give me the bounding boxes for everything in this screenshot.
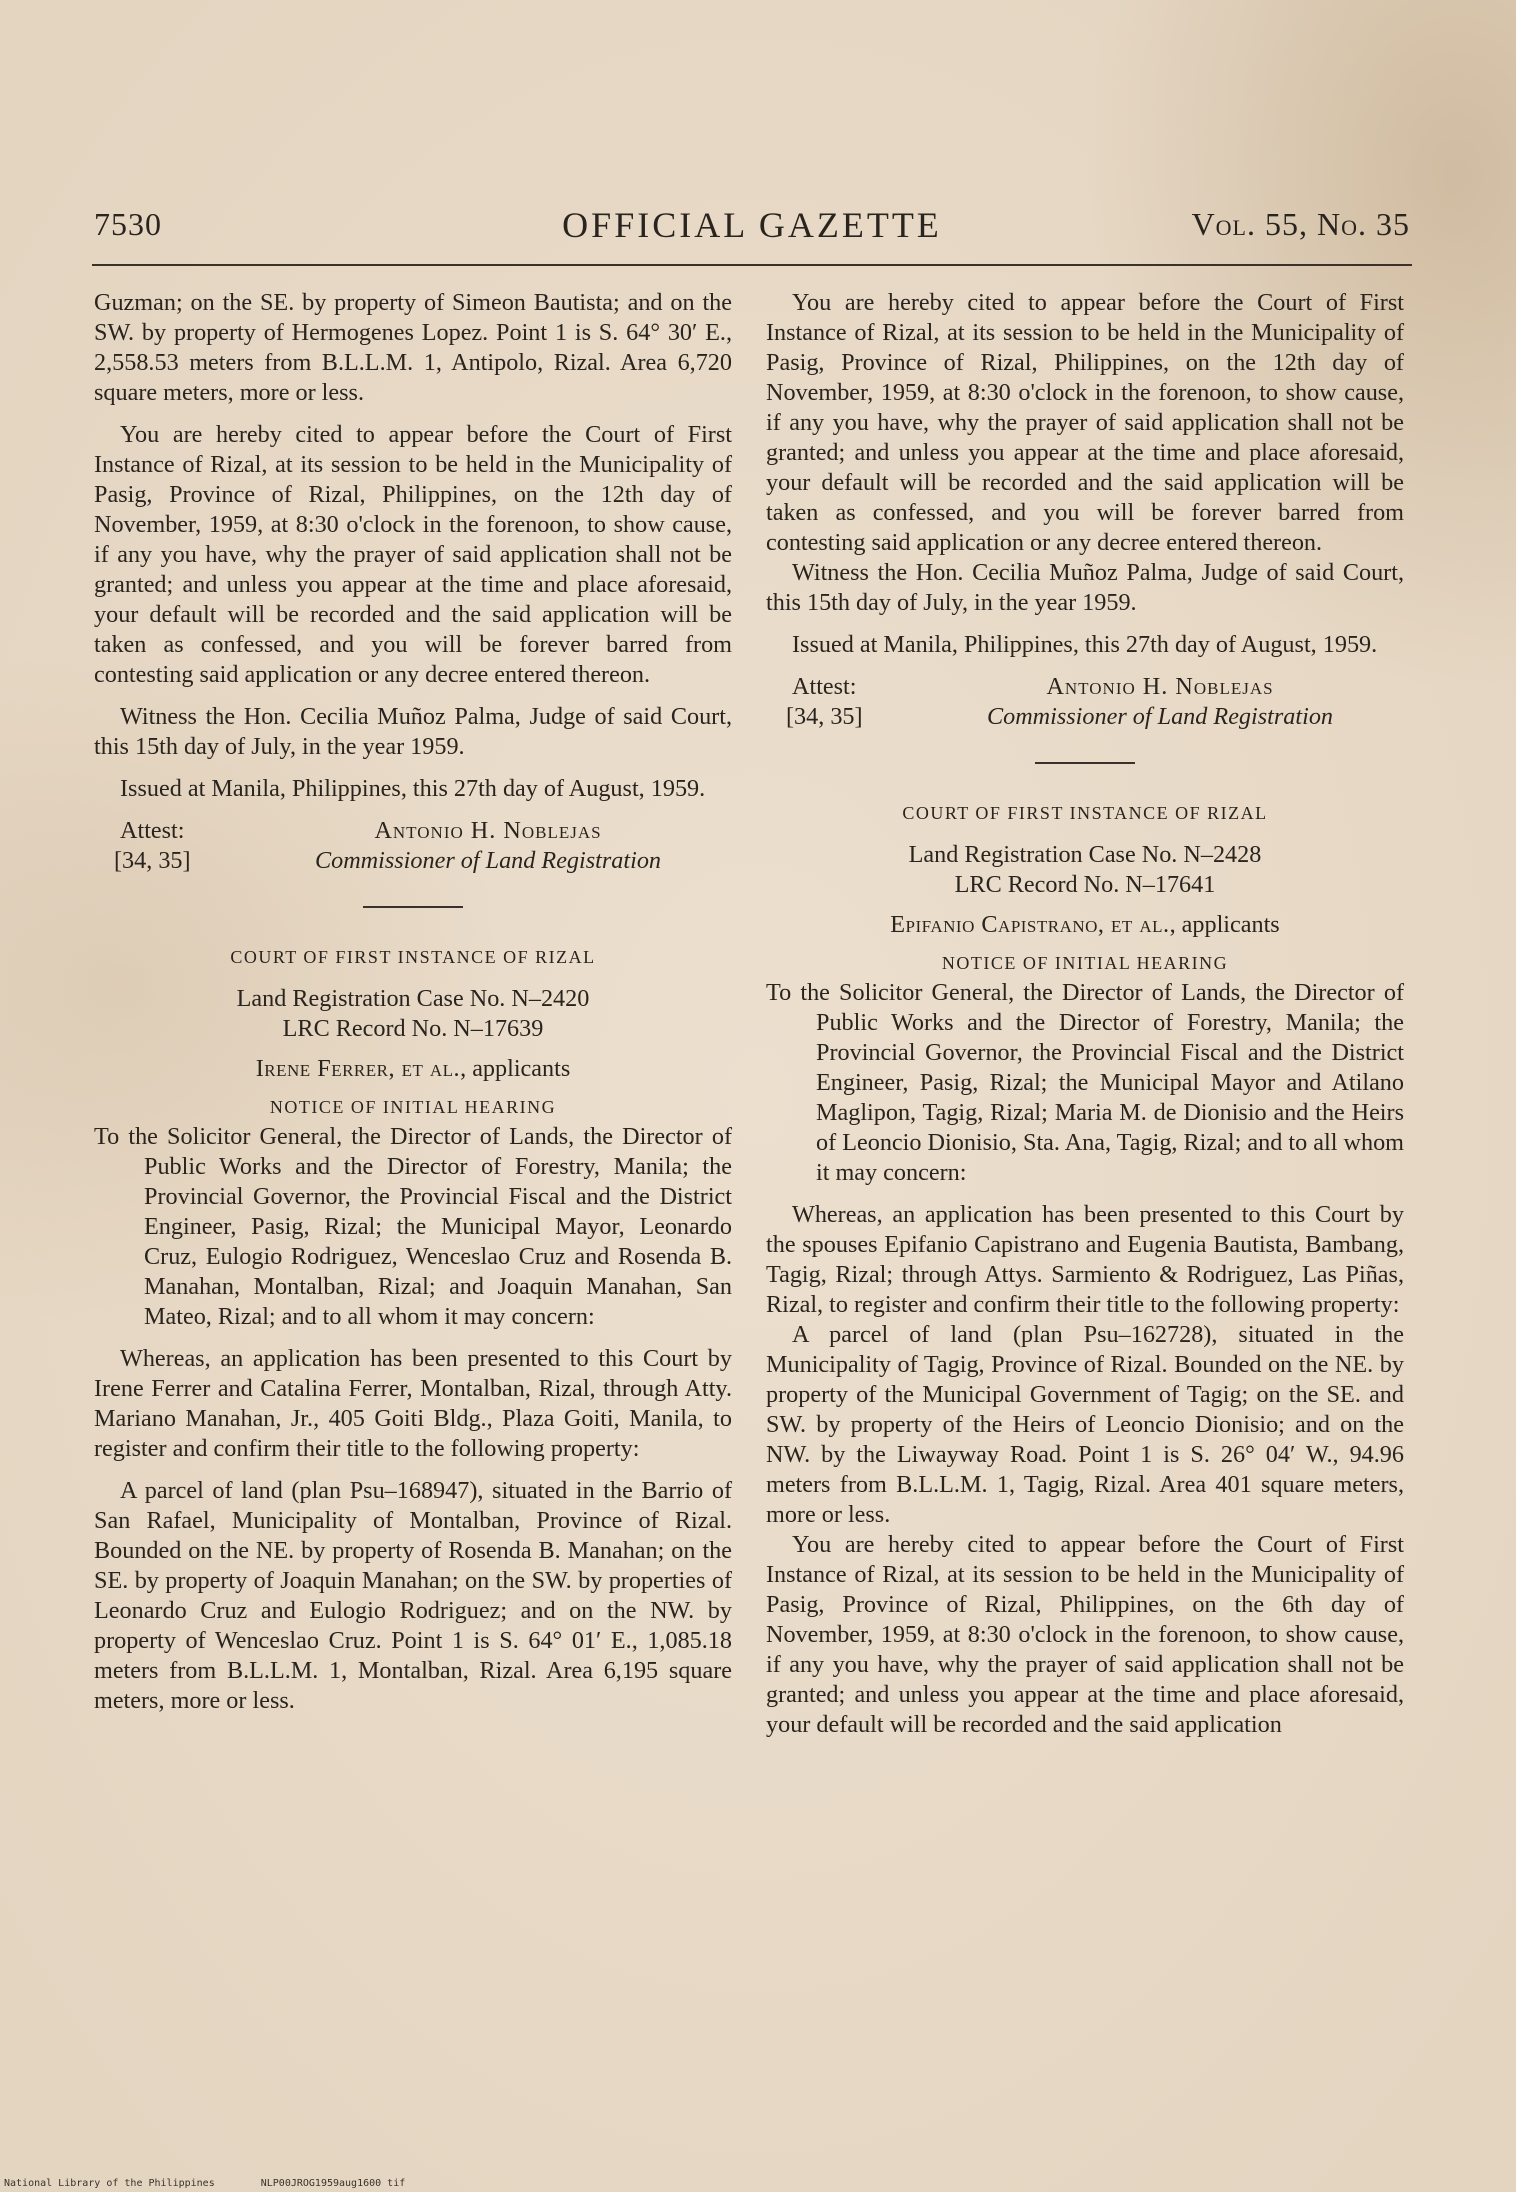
paragraph: Witness the Hon. Cecilia Muñoz Palma, Judge of said Court, this 15th day of July, in the year 1959. <box>766 559 1404 616</box>
paragraph: Witness the Hon. Cecilia Muñoz Palma, Judge of said Court, this 15th day of July, in the year 1959. <box>94 703 732 760</box>
paragraph: A parcel of land (plan Psu–162728), situated in the Municipality of Tagig, Province of Rizal. Bounded on the NE. by property of the Municipal Government of Tagig; on the SE. and SW. by property of the Heirs of Leoncio Dionisio; and on the NW. by the Liwayway Road. Point 1 is S. 26° 04′ W., 94.96 meters from B.L.L.M. 1, Tagig, Rizal. Area 401 square meters, more or less. <box>766 1321 1404 1528</box>
paragraph: Issued at Manila, Philippines, this 27th day of August, 1959. <box>792 631 1378 658</box>
notice-heading: NOTICE OF INITIAL HEARING <box>269 1097 557 1117</box>
publication-title: OFFICIAL GAZETTE <box>562 205 942 245</box>
paragraph: You are hereby cited to appear before the Court of First Instance of Rizal, at its session to be held in the Municipality of Pasig, Province of Rizal, Philippines, on the 6th day of November, 1959, at 8:30 o'clock in the forenoon, to show cause, if any you have, why the prayer of said application shall not be granted; and unless you appear at the time and place aforesaid, your default will be recorded and the said application <box>766 1531 1404 1738</box>
footer-file: NLP00JROG1959aug1600 tif <box>260 2178 406 2189</box>
court-heading: COURT OF FIRST INSTANCE OF RIZAL <box>902 803 1268 823</box>
section-divider <box>1035 762 1135 764</box>
court-heading: COURT OF FIRST INSTANCE OF RIZAL <box>230 947 596 967</box>
applicant-suffix: , applicants <box>1169 911 1280 938</box>
footer-library: National Library of the Philippines <box>4 2178 215 2189</box>
right-column <box>766 288 1404 1740</box>
paragraph: You are hereby cited to appear before the Court of First Instance of Rizal, at its session to be held in the Municipality of Pasig, Province of Rizal, Philippines, on the 12th day of November, 1959, at 8:30 o'clock in the forenoon, to show cause, if any you have, why the prayer of said application shall not be granted; and unless you appear at the time and place aforesaid, your default will be recorded and the said application will be taken as confessed, and you will be forever barred from contesting said application or any decree entered thereon. <box>94 421 732 688</box>
applicant-name: Epifanio Capistrano, et al. <box>890 911 1170 938</box>
paragraph: You are hereby cited to appear before the Court of First Instance of Rizal, at its session to be held in the Municipality of Pasig, Province of Rizal, Philippines, on the 12th day of November, 1959, at 8:30 o'clock in the forenoon, to show cause, if any you have, why the prayer of said application shall not be granted; and unless you appear at the time and place aforesaid, your default will be recorded and the said application will be taken as confessed, and you will be forever barred from contesting said application or any decree entered thereon. <box>766 289 1404 556</box>
notice-heading: NOTICE OF INITIAL HEARING <box>941 953 1229 973</box>
attestation <box>94 816 732 876</box>
record-number: LRC Record No. N–17641 <box>954 871 1216 898</box>
record-number: LRC Record No. N–17639 <box>282 1015 544 1042</box>
attest-role: Commissioner of Land Registration <box>986 703 1334 730</box>
paragraph: Issued at Manila, Philippines, this 27th day of August, 1959. <box>120 775 706 802</box>
header-rule <box>92 264 1412 266</box>
attest-label: Attest: <box>792 673 857 700</box>
paragraph: Whereas, an application has been presented to this Court by Irene Ferrer and Catalina Ferrer, Montalban, Rizal, through Atty. Mariano Manahan, Jr., 405 Goiti Bldg., Plaza Goiti, Manila, to register and confirm their title to the following property: <box>94 1345 732 1462</box>
attest-reference: [34, 35] <box>114 847 191 874</box>
attest-role: Commissioner of Land Registration <box>314 847 662 874</box>
page-number: 7530 <box>94 206 162 242</box>
case-number: Land Registration Case No. N–2428 <box>908 841 1262 868</box>
page-header <box>94 200 1410 260</box>
volume-number: Vol. 55, No. 35 <box>1191 206 1410 242</box>
paragraph: Whereas, an application has been presented to this Court by the spouses Epifanio Capistrano and Eugenia Bautista, Bambang, Tagig, Rizal; through Attys. Sarmiento & Rodriguez, Las Piñas, Rizal, to register and confirm their title to the following property: <box>766 1201 1404 1318</box>
paragraph: Guzman; on the SE. by property of Simeon Bautista; and on the SW. by property of Hermogenes Lopez. Point 1 is S. 64° 30′ E., 2,558.53 meters from B.L.L.M. 1, Antipolo, Rizal. Area 6,720 square meters, more or less. <box>94 289 732 406</box>
paragraph: A parcel of land (plan Psu–168947), situated in the Barrio of San Rafael, Municipality of Montalban, Province of Rizal. Bounded on the NE. by property of Rosenda B. Manahan; on the SE. by property of Joaquin Manahan; on the SW. by properties of Leonardo Cruz and Eulogio Rodriguez; and on the NW. by property of Wenceslao Cruz. Point 1 is S. 64° 01′ E., 1,085.18 meters from B.L.L.M. 1, Montalban, Rizal. Area 6,195 square meters, more or less. <box>94 1477 732 1714</box>
attestation <box>766 672 1404 732</box>
addressee: To the Solicitor General, the Director of Lands, the Director of Public Works and the Director of Forestry, Manila; the Provincial Governor, the Provincial Fiscal and the District Engineer, Pasig, Rizal; the Municipal Mayor, Leonardo Cruz, Eulogio Rodriguez, Wenceslao Cruz and Rosenda B. Manahan, Montalban, Rizal; and Joaquin Manahan, San Mateo, Rizal; and to all whom it may concern: <box>94 1123 732 1330</box>
scan-footer <box>4 2178 445 2189</box>
applicants-line <box>766 910 1404 940</box>
attest-reference: [34, 35] <box>786 703 863 730</box>
applicant-suffix: , applicants <box>460 1055 571 1082</box>
attest-name: Antonio H. Noblejas <box>1046 673 1274 700</box>
section-divider <box>363 906 463 908</box>
case-number: Land Registration Case No. N–2420 <box>236 985 590 1012</box>
addressee: To the Solicitor General, the Director of Lands, the Director of Public Works and the Director of Forestry, Manila; the Provincial Governor, the Provincial Fiscal and the District Engineer, Pasig, Rizal; the Municipal Mayor and Atilano Maglipon, Tagig, Rizal; Maria M. de Dionisio and the Heirs of Leoncio Dionisio, Sta. Ana, Tagig, Rizal; and to all whom it may concern: <box>766 979 1404 1186</box>
applicants-line <box>94 1054 732 1084</box>
attest-name: Antonio H. Noblejas <box>374 817 602 844</box>
attest-label: Attest: <box>120 817 185 844</box>
applicant-name: Irene Ferrer, et al. <box>255 1055 461 1082</box>
left-column <box>94 288 732 1716</box>
